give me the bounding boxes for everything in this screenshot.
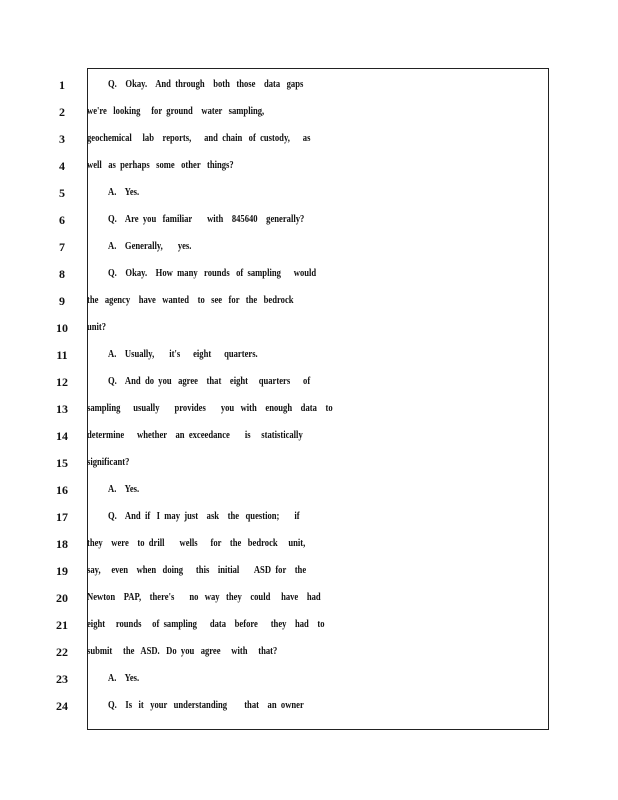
line-number: 21	[56, 618, 68, 632]
line-text: sampling usually provides you with enough data to	[87, 402, 333, 414]
line-number: 23	[56, 672, 68, 686]
line-number: 12	[56, 375, 68, 389]
line-text: Q. Is it your understanding that an owner	[108, 699, 304, 711]
line-text: A. Generally, yes.	[108, 240, 192, 252]
line-text: unit?	[87, 321, 107, 333]
line-number: 7	[59, 240, 65, 254]
line-text: A. Usually, it's eight quarters.	[108, 348, 258, 360]
transcript-line	[0, 399, 618, 419]
line-number: 20	[56, 591, 68, 605]
line-text: we're looking for ground water sampling,	[87, 105, 265, 117]
line-number: 8	[59, 267, 65, 281]
transcript-line	[0, 615, 618, 635]
line-number: 11	[56, 348, 68, 362]
transcript-line	[0, 588, 618, 608]
line-text: Q. And if I may just ask the question; if	[108, 510, 300, 522]
line-text: the agency have wanted to see for the bedrock	[87, 294, 294, 306]
line-number: 16	[56, 483, 68, 497]
transcript-line	[0, 534, 618, 554]
line-text: A. Yes.	[108, 186, 140, 198]
line-text: Newton PAP, there's no way they could have had	[87, 591, 321, 603]
line-number: 5	[59, 186, 65, 200]
transcript-line	[0, 210, 618, 230]
line-number: 3	[59, 132, 65, 146]
transcript-line	[0, 696, 618, 716]
line-number: 9	[59, 294, 65, 308]
transcript-line	[0, 669, 618, 689]
line-number: 1	[59, 78, 65, 92]
transcript-line	[0, 75, 618, 95]
line-number: 19	[56, 564, 68, 578]
line-number: 13	[56, 402, 68, 416]
line-text: A. Yes.	[108, 672, 140, 684]
transcript-line	[0, 372, 618, 392]
transcript-line	[0, 102, 618, 122]
line-text: A. Yes.	[108, 483, 140, 495]
line-text: Q. Are you familiar with 845640 generally?	[108, 213, 305, 225]
line-number: 17	[56, 510, 68, 524]
transcript-line	[0, 183, 618, 203]
transcript-line	[0, 264, 618, 284]
line-number: 4	[59, 159, 65, 173]
line-text: Q. Okay. How many rounds of sampling would	[108, 267, 317, 279]
transcript-line	[0, 129, 618, 149]
line-number: 10	[56, 321, 68, 335]
line-number: 15	[56, 456, 68, 470]
line-text: geochemical lab reports, and chain of custody, as	[87, 132, 311, 144]
line-number: 2	[59, 105, 65, 119]
line-text: determine whether an exceedance is statistically	[87, 429, 303, 441]
line-text: eight rounds of sampling data before they had to	[87, 618, 325, 630]
transcript-line	[0, 480, 618, 500]
line-number: 18	[56, 537, 68, 551]
line-number: 6	[59, 213, 65, 227]
line-text: significant?	[87, 456, 130, 468]
line-number: 14	[56, 429, 68, 443]
line-number: 22	[56, 645, 68, 659]
line-text: well as perhaps some other things?	[87, 159, 234, 171]
transcript-line	[0, 453, 618, 473]
transcript-line	[0, 156, 618, 176]
line-text: say, even when doing this initial ASD for the	[87, 564, 307, 576]
transcript-line	[0, 642, 618, 662]
transcript-line	[0, 507, 618, 527]
line-text: Q. Okay. And through both those data gaps	[108, 78, 304, 90]
transcript-line	[0, 291, 618, 311]
line-text: submit the ASD. Do you agree with that?	[87, 645, 278, 657]
line-text: Q. And do you agree that eight quarters of	[108, 375, 311, 387]
transcript-line	[0, 426, 618, 446]
transcript-line	[0, 561, 618, 581]
line-number: 24	[56, 699, 68, 713]
line-text: they were to drill wells for the bedrock unit,	[87, 537, 306, 549]
transcript-line	[0, 318, 618, 338]
transcript-line	[0, 237, 618, 257]
transcript-line	[0, 345, 618, 365]
